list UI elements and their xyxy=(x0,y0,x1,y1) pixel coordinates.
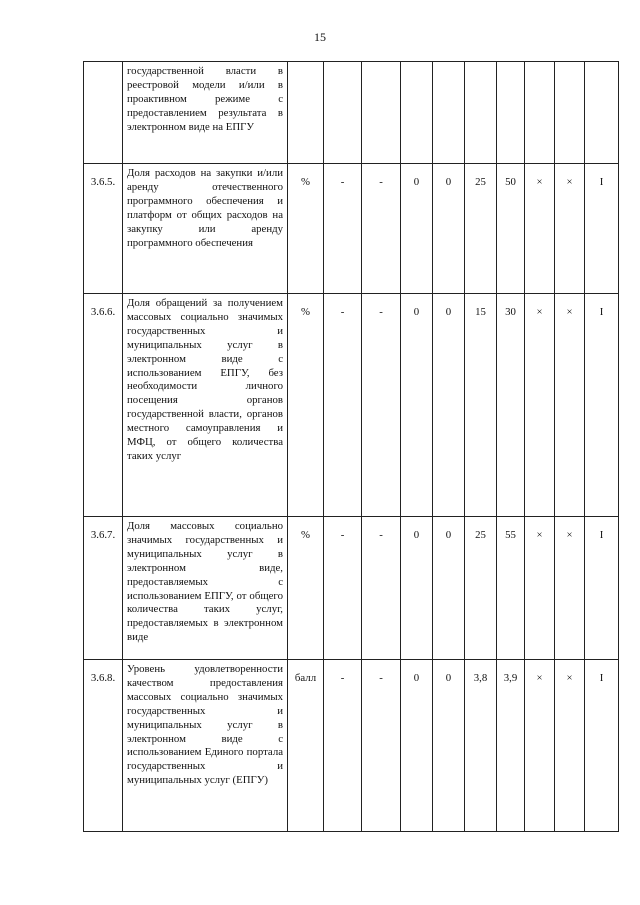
value-cell xyxy=(362,62,401,164)
value-cell: 3,9 xyxy=(497,660,525,832)
value-cell: 0 xyxy=(401,294,433,517)
value-cell xyxy=(497,62,525,164)
value-cell: I xyxy=(585,517,619,660)
value-cell: - xyxy=(324,517,362,660)
unit-cell: % xyxy=(288,294,324,517)
unit-cell: % xyxy=(288,517,324,660)
value-cell: 0 xyxy=(433,164,465,294)
value-cell xyxy=(401,62,433,164)
value-cell: - xyxy=(324,164,362,294)
row-number: 3.6.7. xyxy=(84,517,123,660)
value-cell: 0 xyxy=(433,294,465,517)
table-row xyxy=(84,517,619,660)
value-cell: - xyxy=(324,660,362,832)
indicator-name: Доля массовых социально значимых государственных и муниципальных услуг в электронном виде, предоставляемых с использованием ЕПГУ, от общего количества таких услуг, предоставляемых в электронном виде xyxy=(123,517,288,660)
value-cell: × xyxy=(555,660,585,832)
unit-cell xyxy=(288,62,324,164)
indicator-name: государственной власти в реестровой модели и/или в проактивном режиме с предоставлением результата в электронном виде на ЕПГУ xyxy=(123,62,288,164)
value-cell xyxy=(465,62,497,164)
table-row xyxy=(84,660,619,832)
value-cell: × xyxy=(525,660,555,832)
value-cell xyxy=(433,62,465,164)
value-cell: 0 xyxy=(401,164,433,294)
value-cell: 0 xyxy=(433,660,465,832)
indicators-table xyxy=(83,61,619,832)
value-cell xyxy=(525,62,555,164)
page-number: 15 xyxy=(314,30,326,44)
value-cell: I xyxy=(585,164,619,294)
indicator-name: Уровень удовлетворенности качеством предоставления массовых социально значимых государственных и муниципальных услуг в электронном виде с использованием Единого портала государственных и муниципальных услуг (ЕПГУ) xyxy=(123,660,288,832)
value-cell: 55 xyxy=(497,517,525,660)
value-cell: 0 xyxy=(401,517,433,660)
table-row xyxy=(84,164,619,294)
value-cell: × xyxy=(555,294,585,517)
unit-cell: % xyxy=(288,164,324,294)
value-cell: × xyxy=(555,164,585,294)
row-number xyxy=(84,62,123,164)
value-cell: - xyxy=(362,294,401,517)
value-cell: - xyxy=(324,294,362,517)
value-cell xyxy=(555,62,585,164)
row-number: 3.6.6. xyxy=(84,294,123,517)
value-cell: 25 xyxy=(465,517,497,660)
row-number: 3.6.5. xyxy=(84,164,123,294)
value-cell: - xyxy=(362,164,401,294)
value-cell: × xyxy=(525,164,555,294)
value-cell xyxy=(585,62,619,164)
value-cell: - xyxy=(362,517,401,660)
value-cell: I xyxy=(585,294,619,517)
value-cell: I xyxy=(585,660,619,832)
value-cell: 15 xyxy=(465,294,497,517)
value-cell: - xyxy=(362,660,401,832)
value-cell: 50 xyxy=(497,164,525,294)
value-cell: 30 xyxy=(497,294,525,517)
unit-cell: балл xyxy=(288,660,324,832)
value-cell: × xyxy=(555,517,585,660)
row-number: 3.6.8. xyxy=(84,660,123,832)
value-cell: 0 xyxy=(433,517,465,660)
value-cell: 3,8 xyxy=(465,660,497,832)
indicator-name: Доля обращений за получением массовых социально значимых государственных и муниципальных услуг в электронном виде с использованием ЕПГУ, без необходимости личного посещения органов государственной власти, органов местного самоуправления и МФЦ, от общего количества таких услуг xyxy=(123,294,288,517)
value-cell: × xyxy=(525,294,555,517)
value-cell: × xyxy=(525,517,555,660)
value-cell: 25 xyxy=(465,164,497,294)
value-cell: 0 xyxy=(401,660,433,832)
value-cell xyxy=(324,62,362,164)
table-row xyxy=(84,294,619,517)
indicator-name: Доля расходов на закупки и/или аренду отечественного программного обеспечения и платформ от общих расходов на закупку или аренду программного обеспечения xyxy=(123,164,288,294)
table-row xyxy=(84,62,619,164)
